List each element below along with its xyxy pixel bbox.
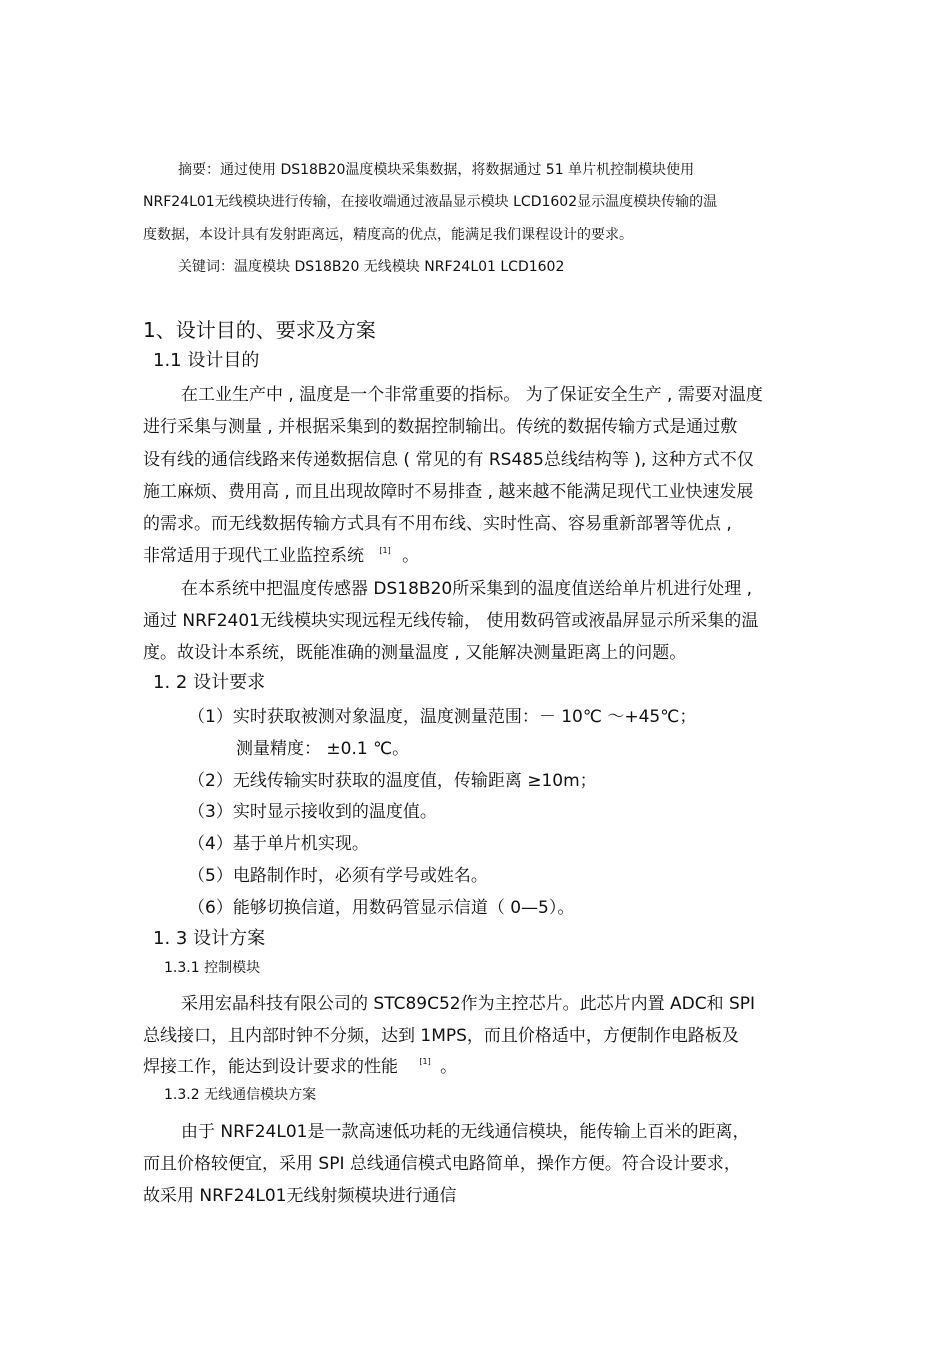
paragraph-line: 的需求。而无线数据传输方式具有不用布线、实时性高、容易重新部署等优点 , — [143, 514, 732, 534]
paragraph-line: 采用宏晶科技有限公司的 STC89C52作为主控芯片。此芯片内置 ADC和 SPI — [181, 994, 756, 1014]
requirement-item: （1）实时获取被测对象温度，温度测量范围：－ 10℃ ～+45℃； — [188, 707, 697, 727]
paragraph-line: 在工业生产中 , 温度是一个非常重要的指标。 为了保证安全生产 , 需要对温度 — [181, 385, 763, 405]
citation-ref: [1] — [379, 546, 391, 555]
paragraph-line-with-ref — [143, 1052, 457, 1077]
paragraph-line: 度。故设计本系统，既能准确的测量温度 , 又能解决测量距离上的问题。 — [143, 643, 687, 663]
paragraph-line: 总线接口，且内部时钟不分频，达到 1MPS，而且价格适中，方便制作电路板及 — [143, 1026, 739, 1046]
section-1-3-1-title: 1.3.1 控制模块 — [164, 960, 261, 976]
section-1-3-2-title: 1.3.2 无线通信模块方案 — [164, 1087, 317, 1103]
abstract-line-3: 度数据，本设计具有发射距离远，精度高的优点，能满足我们课程设计的要求。 — [143, 227, 633, 243]
requirement-item: （6）能够切换信道，用数码管显示信道（ 0—5）。 — [188, 898, 575, 918]
paragraph-end: 。 — [440, 1057, 458, 1077]
requirement-item: （3）实时显示接收到的温度值。 — [188, 802, 437, 822]
abstract-line-2: NRF24L01无线模块进行传输，在接收端通过液晶显示模块 LCD1602显示温度模块传输的温 — [143, 194, 718, 210]
paragraph-text: 焊接工作，能达到设计要求的性能 — [143, 1057, 398, 1077]
paragraph-end: 。 — [402, 546, 420, 566]
section-1-2-title: 1. 2 设计要求 — [153, 672, 266, 693]
paragraph-text: 非常适用于现代工业监控系统 — [143, 546, 364, 566]
paragraph-line: 而且价格较便宜，采用 SPI 总线通信模式电路简单，操作方便。符合设计要求， — [143, 1154, 741, 1174]
paragraph-line: 通过 NRF2401无线模块实现远程无线传输， 使用数码管或液晶屏显示所采集的温 — [143, 611, 759, 631]
section-1-3-title: 1. 3 设计方案 — [153, 928, 266, 949]
requirement-item: 测量精度： ±0.1 ℃。 — [236, 739, 410, 759]
paragraph-line-with-ref — [143, 541, 419, 566]
requirement-item: （2）无线传输实时获取的温度值，传输距离 ≥10m； — [188, 771, 597, 791]
requirement-item: （5）电路制作时，必须有学号或姓名。 — [188, 866, 488, 886]
abstract-line-1: 摘要：通过使用 DS18B20温度模块采集数据，将数据通过 51 单片机控制模块使用 — [178, 162, 695, 178]
keywords-line: 关键词：温度模块 DS18B20 无线模块 NRF24L01 LCD1602 — [178, 259, 565, 275]
requirement-item: （4）基于单片机实现。 — [188, 834, 369, 854]
section-1-title: 1、设计目的、要求及方案 — [143, 318, 376, 342]
paragraph-line: 设有线的通信线路来传递数据信息 ( 常见的有 RS485总线结构等 ), 这种方式不仅 — [143, 450, 754, 470]
paragraph-line: 施工麻烦、费用高 , 而且出现故障时不易排查 , 越来越不能满足现代工业快速发展 — [143, 482, 754, 502]
paragraph-line: 故采用 NRF24L01无线射频模块进行通信 — [143, 1186, 457, 1206]
paragraph-line: 由于 NRF24L01是一款高速低功耗的无线通信模块，能传输上百米的距离， — [181, 1122, 750, 1142]
section-1-1-title: 1.1 设计目的 — [153, 350, 260, 371]
paragraph-line: 进行采集与测量 , 并根据采集到的数据控制输出。传统的数据传输方式是通过敷 — [143, 417, 738, 437]
paragraph-line: 在本系统中把温度传感器 DS18B20所采集到的温度值送给单片机进行处理 , — [181, 579, 753, 599]
citation-ref: [1] — [419, 1057, 431, 1066]
